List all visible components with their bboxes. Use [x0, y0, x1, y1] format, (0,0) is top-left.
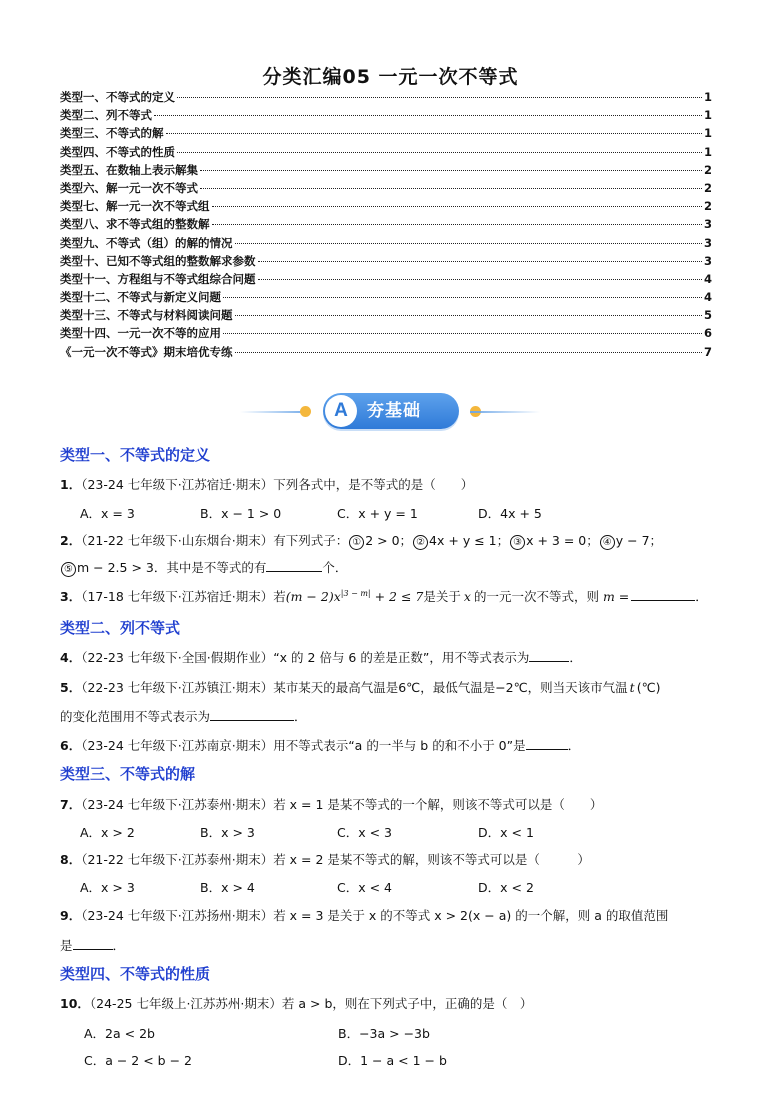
option-b: B．x − 1 > 0 — [200, 506, 282, 521]
question-source: （21-22 七年级下·山东烟台·期末） — [81, 533, 274, 548]
expression-4: y − 7； — [615, 533, 663, 548]
section-heading: 类型二、列不等式 — [60, 619, 181, 637]
expression-5: m − 2.5 > 3．其中是不等式的有 — [77, 560, 267, 575]
option-b: B．−3a > −3b — [338, 1026, 430, 1041]
question-1 — [60, 475, 473, 493]
toc-leader-dots — [258, 261, 702, 262]
question-number: 1． — [60, 477, 82, 492]
toc-entry[interactable] — [60, 161, 712, 179]
question-text: 有下列式子： — [273, 533, 349, 548]
expression-2: 4x + y ≤ 1； — [429, 533, 510, 548]
question-source: （22-23 七年级下·全国·假期作业） — [81, 650, 274, 665]
question-6: 6．（23-24 七年级下·江苏南京·期末）用不等式表示“a 的一半与 b 的和不小于 0”是 ． — [60, 738, 581, 753]
question-text: 下列各式中，是不等式的是（ ） — [273, 477, 474, 492]
question-source: （23-24 七年级下·江苏泰州·期末） — [81, 797, 274, 812]
question-text-post: 的一元一次不等式，则 — [473, 589, 599, 604]
toc-entry-page: 3 — [703, 217, 712, 232]
toc-entry-page: 1 — [703, 126, 712, 141]
question-5 — [60, 678, 661, 696]
variable: x — [463, 589, 471, 604]
toc-entry-page: 3 — [703, 235, 712, 250]
toc-entry[interactable] — [60, 197, 712, 215]
question-5-cont: 的变化范围用不等式表示为 ． — [60, 709, 307, 724]
circled-number-5: ⑤ — [61, 562, 76, 577]
question-3: 3．（17-18 七年级下·江苏宿迁·期末）若$(m - 2)x^{|3 - m|} + 2 \le 7$是关于 x 的一元一次不等式，则 m = ． — [60, 588, 708, 604]
banner-line-right — [470, 411, 540, 413]
question-source: （17-18 七年级下·江苏宿迁·期末） — [81, 589, 274, 604]
toc-entry-label: 类型八、求不等式组的整数解 — [60, 217, 210, 232]
toc-entry-label: 类型五、在数轴上表示解集 — [60, 162, 198, 177]
question-10 — [60, 994, 532, 1012]
toc-entry-label: 类型六、解一元一次不等式 — [60, 180, 198, 195]
question-number: 5． — [60, 680, 82, 695]
question-text: 若 — [273, 589, 286, 604]
toc-entry-label: 类型十二、不等式与新定义问题 — [60, 290, 221, 305]
question-7 — [60, 795, 602, 813]
math-expression: (m − 2)x — [285, 589, 341, 604]
toc-leader-dots — [177, 152, 702, 153]
question-number: 8． — [60, 852, 82, 867]
question-9-cont: 是 ． — [60, 938, 126, 953]
toc-entry-page: 4 — [703, 271, 712, 286]
circled-number-1: ① — [349, 535, 364, 550]
toc-entry[interactable] — [60, 306, 712, 324]
question-source: （22-23 七年级下·江苏镇江·期末） — [81, 680, 274, 695]
banner-dot-left — [300, 406, 311, 417]
toc-entry[interactable] — [60, 324, 712, 342]
toc-leader-dots — [200, 188, 702, 189]
question-text: 某市某天的最高气温是6℃，最低气温是−2℃，则当天该市气温 — [273, 680, 628, 695]
question-2 — [60, 531, 662, 550]
toc-entry-label: 类型十一、方程组与不等式组综合问题 — [60, 271, 256, 286]
option-d: D．1 − a < 1 − b — [338, 1053, 447, 1068]
toc-entry-page: 2 — [703, 199, 712, 214]
question-source: （23-24 七年级下·江苏扬州·期末） — [81, 908, 274, 923]
toc-entry[interactable] — [60, 343, 712, 361]
circled-number-3: ③ — [510, 535, 525, 550]
circled-number-2: ② — [413, 535, 428, 550]
question-number: 3． — [60, 589, 82, 604]
toc-leader-dots — [235, 315, 702, 316]
answer-blank[interactable] — [266, 559, 322, 572]
expression-3: x + 3 = 0； — [526, 533, 599, 548]
section-heading: 类型三、不等式的解 — [60, 765, 196, 783]
table-of-contents — [60, 88, 712, 361]
option-a: A．x = 3 — [80, 506, 135, 521]
toc-entry-label: 类型九、不等式（组）的解的情况 — [60, 235, 233, 250]
option-d: D．x < 1 — [478, 825, 534, 840]
option-d: D．4x + 5 — [478, 506, 542, 521]
toc-entry-page: 7 — [703, 344, 712, 359]
question-source: （24-25 七年级上·江苏苏州·期末） — [89, 996, 282, 1011]
toc-leader-dots — [154, 115, 702, 116]
question-9 — [60, 906, 668, 924]
toc-leader-dots — [235, 243, 702, 244]
option-c: C．x < 4 — [337, 880, 392, 895]
toc-entry-page: 1 — [703, 108, 712, 123]
question-tail: 个． — [322, 560, 348, 575]
toc-entry-label: 类型四、不等式的性质 — [60, 144, 175, 159]
question-number: 6． — [60, 738, 82, 753]
toc-leader-dots — [212, 224, 702, 225]
option-a: A．x > 2 — [80, 825, 135, 840]
option-d: D．x < 2 — [478, 880, 534, 895]
question-number: 10． — [60, 996, 90, 1011]
exponent: |3 − m| — [340, 588, 371, 598]
answer-blank[interactable] — [529, 649, 569, 662]
toc-entry[interactable] — [60, 215, 712, 233]
toc-entry[interactable] — [60, 106, 712, 124]
option-c: C．x < 3 — [337, 825, 392, 840]
toc-leader-dots — [212, 206, 702, 207]
document-title: 分类汇编05 一元一次不等式 — [262, 66, 519, 88]
toc-entry-page: 5 — [703, 308, 712, 323]
toc-entry-label: 类型二、列不等式 — [60, 108, 152, 123]
question-8 — [60, 850, 590, 868]
toc-leader-dots — [223, 333, 702, 334]
option-b: B．x > 4 — [200, 880, 255, 895]
toc-entry-label: 类型三、不等式的解 — [60, 126, 164, 141]
answer-blank[interactable] — [526, 737, 568, 750]
question-source: （21-22 七年级下·江苏泰州·期末） — [81, 852, 274, 867]
toc-leader-dots — [166, 133, 702, 134]
answer-blank[interactable] — [631, 588, 695, 601]
question-number: 9． — [60, 908, 82, 923]
toc-entry[interactable] — [60, 143, 712, 161]
toc-entry[interactable] — [60, 252, 712, 270]
math-equation: m = — [602, 589, 630, 604]
question-text: 若 x = 1 是某不等式的一个解，则该不等式可以是（ ） — [273, 797, 603, 812]
toc-entry-page: 2 — [703, 180, 712, 195]
toc-entry-page: 1 — [703, 144, 712, 159]
circled-number-4: ④ — [600, 535, 615, 550]
option-c: C．a − 2 < b − 2 — [84, 1053, 192, 1068]
option-c: C．x + y = 1 — [337, 506, 418, 521]
section-banner — [240, 393, 540, 431]
question-source: （23-24 七年级下·江苏南京·期末） — [81, 738, 274, 753]
toc-entry-page: 2 — [703, 162, 712, 177]
unit: (℃) — [636, 680, 661, 695]
question-2-cont — [60, 558, 347, 577]
toc-entry-label: 类型十、已知不等式组的整数解求参数 — [60, 253, 256, 268]
option-a: A．x > 3 — [80, 880, 135, 895]
toc-leader-dots — [258, 279, 702, 280]
toc-leader-dots — [223, 297, 702, 298]
toc-entry-label: 《一元一次不等式》期末培优专练 — [60, 344, 233, 359]
banner-pill — [323, 393, 459, 429]
toc-entry[interactable] — [60, 124, 712, 142]
toc-entry-label: 类型十四、一元一次不等的应用 — [60, 326, 221, 341]
toc-entry-page: 1 — [703, 90, 712, 104]
answer-blank[interactable] — [210, 708, 294, 721]
question-text-line2: 的变化范围用不等式表示为 — [60, 709, 211, 724]
toc-leader-dots — [235, 352, 702, 353]
expression-1: 2 > 0； — [365, 533, 413, 548]
question-number: 7． — [60, 797, 82, 812]
question-text-mid: 是关于 — [423, 589, 461, 604]
toc-leader-dots — [177, 97, 702, 98]
question-text: “x 的 2 倍与 6 的差是正数”，用不等式表示为 — [273, 650, 530, 665]
toc-entry[interactable] — [60, 270, 712, 288]
math-expression-rest: + 2 ≤ 7 — [370, 589, 424, 604]
question-number: 4． — [60, 650, 82, 665]
toc-entry-label: 类型一、不等式的定义 — [60, 90, 175, 104]
toc-leader-dots — [200, 170, 702, 171]
question-text: 若 a > b，则在下列式子中，正确的是（ ） — [281, 996, 533, 1011]
answer-blank[interactable] — [73, 937, 113, 950]
toc-entry[interactable] — [60, 88, 712, 106]
toc-entry-page: 6 — [703, 326, 712, 341]
option-b: B．x > 3 — [200, 825, 255, 840]
question-4: 4．（22-23 七年级下·全国·假期作业）“x 的 2 倍与 6 的差是正数”，用不等式表示为 ． — [60, 650, 582, 665]
toc-entry[interactable] — [60, 179, 712, 197]
toc-entry[interactable] — [60, 288, 712, 306]
section-heading: 类型一、不等式的定义 — [60, 446, 211, 464]
toc-entry-page: 3 — [703, 253, 712, 268]
question-text: 若 x = 3 是关于 x 的不等式 x > 2(x − a) 的一个解，则 a 的取值范围 — [273, 908, 669, 923]
toc-entry-label: 类型十三、不等式与材料阅读问题 — [60, 308, 233, 323]
question-source: （23-24 七年级下·江苏宿迁·期末） — [81, 477, 274, 492]
toc-entry-page: 4 — [703, 290, 712, 305]
option-a: A．2a < 2b — [84, 1026, 155, 1041]
question-number: 2． — [60, 533, 82, 548]
toc-entry[interactable] — [60, 234, 712, 252]
banner-text: 夯基础 — [367, 401, 421, 421]
question-text: 若 x = 2 是某不等式的解，则该不等式可以是（ ） — [273, 852, 590, 867]
variable: t — [629, 680, 635, 695]
toc-entry-label: 类型七、解一元一次不等式组 — [60, 199, 210, 214]
question-text: 用不等式表示“a 的一半与 b 的和不小于 0”是 — [273, 738, 526, 753]
banner-letter: A — [325, 395, 357, 427]
section-heading: 类型四、不等式的性质 — [60, 965, 211, 983]
question-text-line2: 是 — [60, 938, 73, 953]
